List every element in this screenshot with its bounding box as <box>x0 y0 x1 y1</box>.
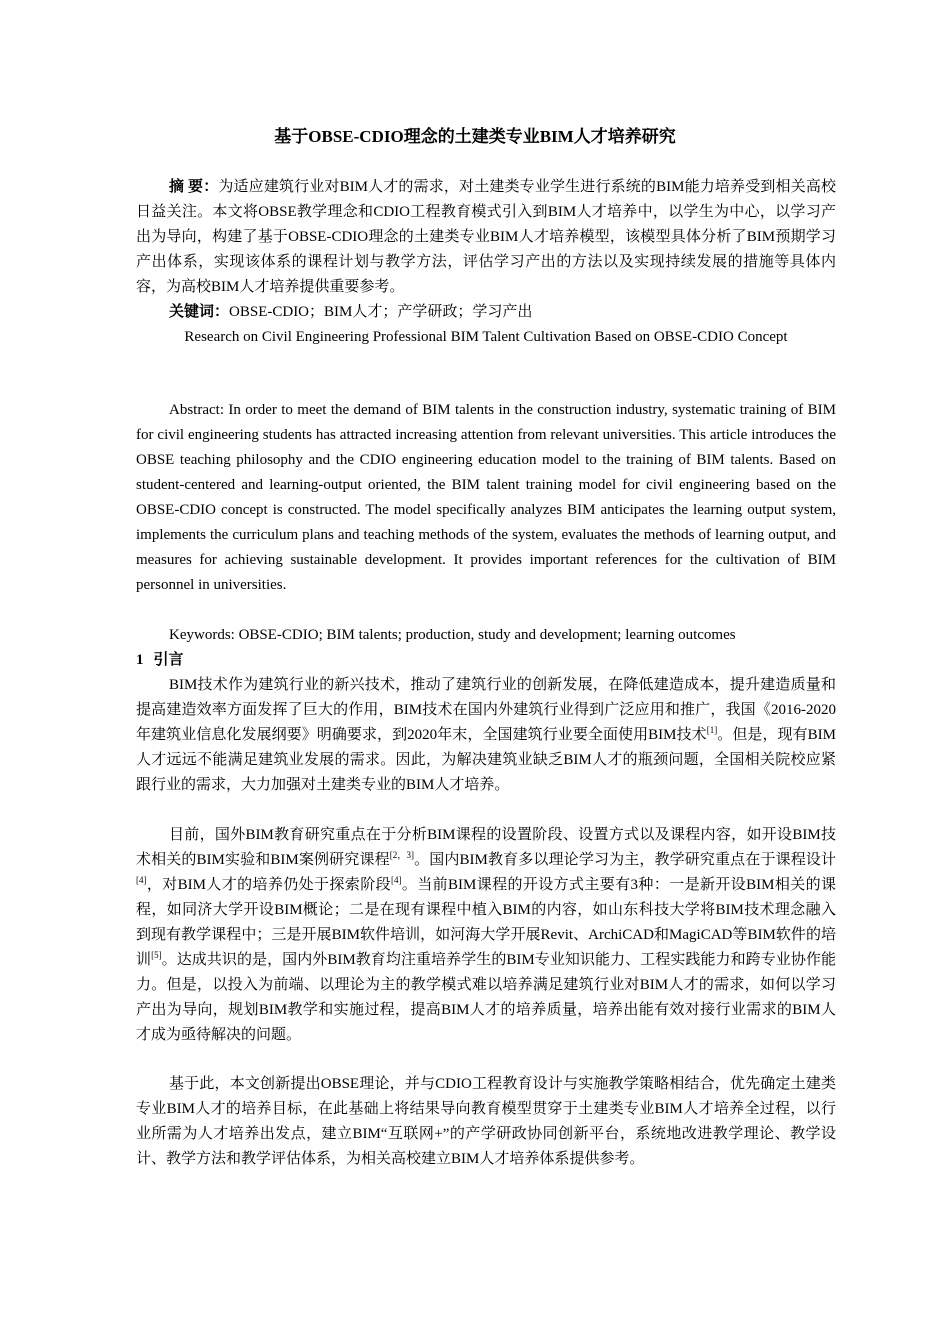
section-heading-introduction <box>136 648 836 673</box>
p2-text-5: 。达成共识的是，国内外BIM教育均注重培养学生的BIM专业知识能力、工程实践能力和跨专业协作能力。但是，以投入为前端、以理论为主的教学模式难以培养满足建筑行业对BIM人才的需求，如何以学习产出为导向，规划BIM教学和实施过程，提高BIM人才的培养质量，培养出能有效对接行业需求的BIM人才成为亟待解决的问题。 <box>136 952 836 1043</box>
paragraph-2 <box>136 823 836 1048</box>
citation-ref: [4] <box>390 875 402 885</box>
p2-text-3: ，对BIM人才的培养仍处于探索阶段 <box>146 877 391 893</box>
keywords-cn <box>136 300 836 325</box>
citation-ref: [2，3] <box>389 850 414 860</box>
p1-text-1: BIM技术作为建筑行业的新兴技术，推动了建筑行业的创新发展，在降低建造成本，提升建造质量和提高建造效率方面发挥了巨大的作用，BIM技术在国内外建筑行业得到广泛应用和推广，我国《2016-2020年建筑业信息化发展纲要》明确要求，到2020年末，全国建筑行业要全面使用BIM技术 <box>136 677 836 743</box>
citation-ref: [4] <box>136 875 147 885</box>
keywords-cn-text: OBSE-CDIO；BIM人才；产学研政；学习产出 <box>229 304 533 320</box>
section-title: 引言 <box>153 652 184 668</box>
abstract-cn-label: 摘 要： <box>169 179 219 195</box>
p2-text-1: 目前，国外BIM教育研究重点在于分析BIM课程的设置阶段、设置方式以及课程内容，如开设BIM技术相关的BIM实验和BIM案例研究课程 <box>136 827 836 868</box>
paragraph-1 <box>136 673 836 798</box>
english-title: Research on Civil Engineering Professional BIM Talent Cultivation Based on OBSE-CDIO Concept <box>184 329 788 345</box>
citation-ref: [1] <box>706 725 718 735</box>
keywords-en: Keywords: OBSE-CDIO; BIM talents; production, study and development; learning outcomes <box>169 627 736 643</box>
abstract-en: Abstract: In order to meet the demand of BIM talents in the construction industry, systematic training of BIM for civil engineering students has attracted increasing attention from relevant universities. This article introduces the OBSE teaching philosophy and the CDIO engineering education model to the training of BIM talents. Based on student-centered and learning-output oriented, the BIM talent training model for civil engineering based on the OBSE-CDIO concept is constructed. The model specifically analyzes BIM anticipates the learning output system, implements the curriculum plans and teaching methods of the system, evaluates the methods of learning output, and measures for achieving sustainable development. It provides important references for the cultivation of BIM personnel in universities. <box>136 402 836 593</box>
section-number: 1 <box>136 652 144 668</box>
abstract-cn <box>136 175 836 300</box>
p2-text-2: 。国内BIM教育多以理论学习为主，教学研究重点在于课程设计 <box>413 852 836 868</box>
p2-text-4: 。当前BIM课程的开设方式主要有3种：一是新开设BIM相关的课程，如同济大学开设BIM概论；二是在现有课程中植入BIM的内容，如山东科技大学将BIM技术理念融入到现有教学课程中；三是开展BIM软件培训，如河海大学开展Revit、ArchiCAD和MagiCAD等BIM软件的培训 <box>136 877 836 968</box>
abstract-cn-text: 为适应建筑行业对BIM人才的需求，对土建类专业学生进行系统的BIM能力培养受到相关高校日益关注。本文将OBSE教学理念和CDIO工程教育模式引入到BIM人才培养中，以学生为中心，以学习产出为导向，构建了基于OBSE-CDIO理念的土建类专业BIM人才培养模型，该模型具体分析了BIM预期学习产出体系，实现该体系的课程计划与教学方法，评估学习产出的方法以及实现持续发展的措施等具体内容，为高校BIM人才培养提供重要参考。 <box>136 179 836 295</box>
citation-ref: [5] <box>151 950 162 960</box>
p1-text-2: 。但是，现有BIM人才远远不能满足建筑业发展的需求。因此，为解决建筑业缺乏BIM人才的瓶颈问题，全国相关院校应紧跟行业的需求，大力加强对土建类专业的BIM人才培养。 <box>136 727 836 793</box>
paragraph-3: 基于此，本文创新提出OBSE理论，并与CDIO工程教育设计与实施教学策略相结合，优先确定土建类专业BIM人才的培养目标，在此基础上将结果导向教育模型贯穿于土建类专业BIM人才培养全过程，以行业所需为人才培养出发点，建立BIM“互联网+”的产学研政协同创新平台，系统地改进教学理论、教学设计、教学方法和教学评估体系，为相关高校建立BIM人才培养体系提供参考。 <box>136 1076 836 1167</box>
paper-title: 基于OBSE-CDIO理念的土建类专业BIM人才培养研究 <box>274 127 676 146</box>
keywords-cn-label: 关键词： <box>169 304 230 320</box>
